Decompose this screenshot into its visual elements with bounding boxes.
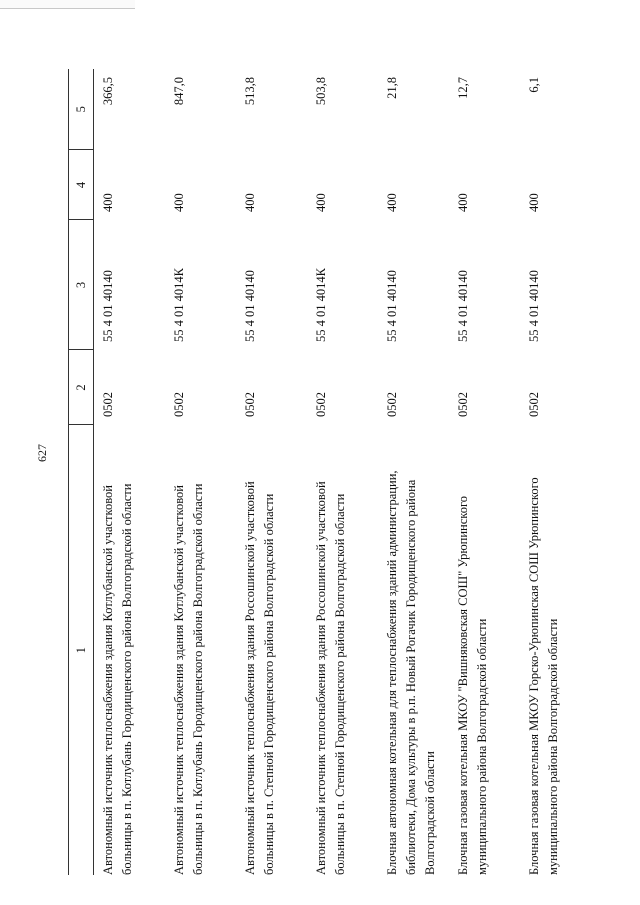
page-number: 627 (35, 444, 49, 462)
table-row (449, 69, 520, 875)
section-code: 0502 (243, 392, 257, 417)
expense-type-code: 400 (385, 193, 399, 212)
amount-value: 847,0 (172, 77, 186, 106)
object-name: Автономный источник теплоснабжения здания Котлубанской участковой больницы в п. Котлубань Городищенского района Волгоградской области (172, 483, 205, 875)
amount-value: 6,1 (527, 77, 541, 93)
amount-value: 503,8 (314, 77, 328, 106)
budget-table (68, 69, 591, 875)
target-article-code: 55 4 01 40140 (527, 270, 541, 342)
section-code: 0502 (172, 392, 186, 417)
target-article-code: 55 4 01 40140 (456, 270, 470, 342)
object-name: Автономный источник теплоснабжения здания Россошинской участковой больницы в п. Степной Городищенского района Волгоградской области (314, 481, 347, 875)
expense-type-code: 400 (172, 193, 186, 212)
section-code: 0502 (101, 392, 115, 417)
target-article-code: 55 4 01 40140 (243, 270, 257, 342)
header-col-2: 2 (69, 350, 94, 425)
object-name: Блочная автономная котельная для теплоснабжения зданий администрации, библиотеки, Дома культуры в р.п. Новый Рогачик Городищенского района Волгоградской области (385, 470, 437, 875)
table-row (165, 69, 236, 875)
object-name: Автономный источник теплоснабжения здания Котлубанской участковой больницы в п. Котлубань Городищенского района Волгоградской области (101, 483, 134, 875)
expense-type-code: 400 (101, 193, 115, 212)
target-article-code: 55 4 01 4014К (314, 268, 328, 342)
target-article-code: 55 4 01 4014К (172, 268, 186, 342)
expense-type-code: 400 (527, 193, 541, 212)
header-col-3: 3 (69, 220, 94, 350)
section-code: 0502 (456, 392, 470, 417)
header-col-4: 4 (69, 150, 94, 220)
object-name: Блочная газовая котельная МКОУ "Вишняковская СОШ" Урюпинского муниципального района Волгоградской области (456, 495, 489, 875)
object-name: Автономный источник теплоснабжения здания Россошинской участковой больницы в п. Степной Городищенского района Волгоградской области (243, 481, 276, 875)
header-col-1: 1 (69, 425, 94, 875)
expense-type-code: 400 (314, 193, 328, 212)
table-row (307, 69, 378, 875)
target-article-code: 55 4 01 40140 (101, 270, 115, 342)
object-name: Блочная газовая котельная МКОУ Горско-Урюпинская СОШ Урюпинского муниципального района Волгоградской области (527, 477, 560, 875)
table-row (378, 69, 449, 875)
table-row (520, 69, 591, 875)
table-row (236, 69, 307, 875)
expense-type-code: 400 (456, 193, 470, 212)
target-article-code: 55 4 01 40140 (385, 270, 399, 342)
amount-value: 366,5 (101, 77, 115, 106)
section-code: 0502 (314, 392, 328, 417)
expense-type-code: 400 (243, 193, 257, 212)
section-code: 0502 (527, 392, 541, 417)
header-col-5: 5 (69, 69, 94, 150)
section-code: 0502 (385, 392, 399, 417)
amount-value: 21,8 (385, 77, 399, 99)
amount-value: 12,7 (456, 77, 470, 99)
table-row (94, 69, 166, 875)
amount-value: 513,8 (243, 77, 257, 106)
header-row (69, 69, 94, 875)
